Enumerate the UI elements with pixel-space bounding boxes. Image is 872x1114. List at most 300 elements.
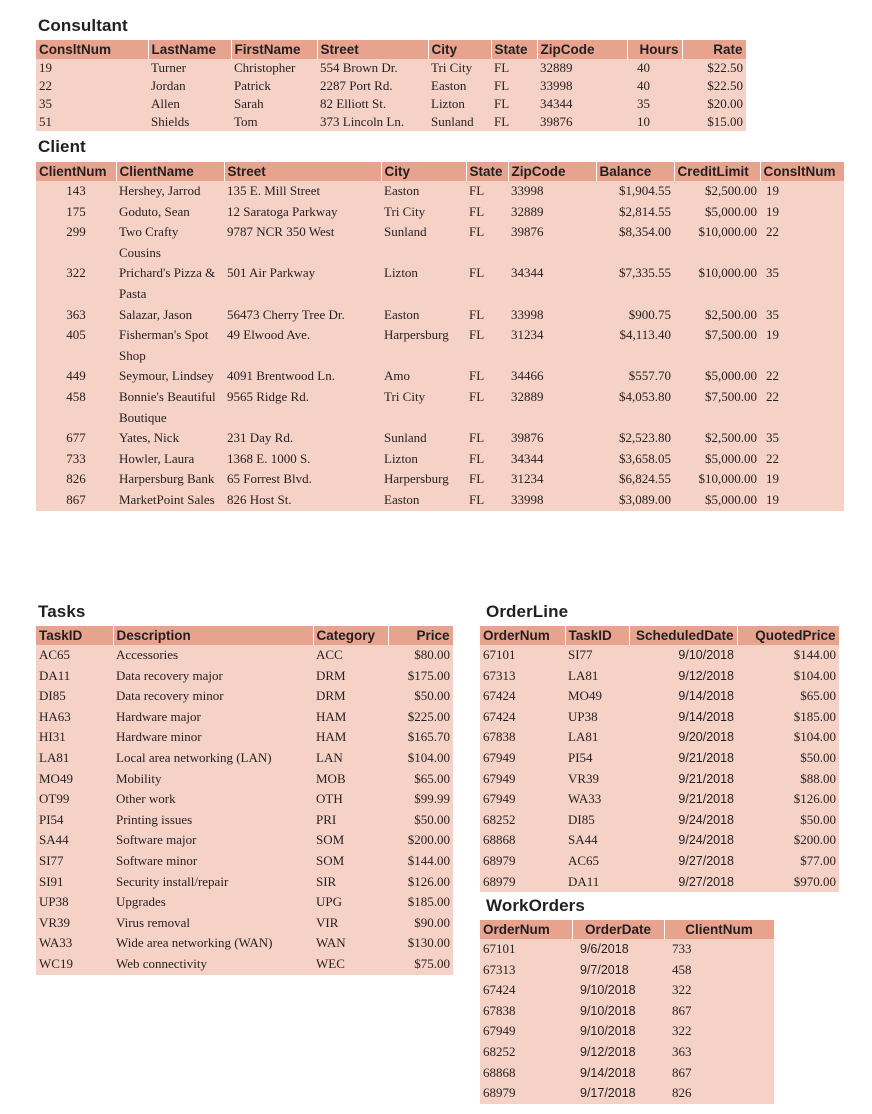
client-cell-clientname: Hershey, Jarrod — [116, 181, 224, 202]
client-cell-balance: $4,053.80 — [596, 387, 674, 428]
client-cell-consltnum: 35 — [760, 428, 844, 449]
client-header-clientname: ClientName — [116, 162, 224, 181]
client-cell-balance: $3,658.05 — [596, 449, 674, 470]
consultant-cell-street: 554 Brown Dr. — [317, 59, 428, 77]
tasks-table — [36, 626, 454, 975]
workorders-cell-clientnum: 322 — [664, 1021, 774, 1042]
workorders-cell-ordernum: 67838 — [480, 1001, 572, 1022]
consultant-cell-city: Tri City — [428, 59, 491, 77]
client-row — [36, 263, 844, 304]
orderline-header-ordernum: OrderNum — [480, 626, 565, 645]
tasks-cell-description: Software minor — [113, 851, 313, 872]
consultant-cell-zipcode: 34344 — [537, 95, 627, 113]
client-cell-creditlimit: $2,500.00 — [674, 305, 760, 326]
client-cell-creditlimit: $10,000.00 — [674, 263, 760, 304]
workorders-cell-clientnum: 733 — [664, 939, 774, 960]
orderline-cell-ordernum: 68252 — [480, 810, 565, 831]
orderline-cell-scheduleddate: 9/21/2018 — [629, 748, 737, 769]
client-cell-consltnum: 22 — [760, 387, 844, 428]
consultant-cell-lastname: Allen — [148, 95, 231, 113]
workorders-header-ordernum: OrderNum — [480, 920, 572, 939]
orderline-cell-scheduleddate: 9/27/2018 — [629, 872, 737, 893]
orderline-cell-quotedprice: $144.00 — [737, 645, 839, 666]
consultant-cell-consltnum: 22 — [36, 77, 148, 95]
consultant-cell-state: FL — [491, 95, 537, 113]
tasks-cell-category: WAN — [313, 933, 388, 954]
client-header-street: Street — [224, 162, 381, 181]
orderline-header-quotedprice: QuotedPrice — [737, 626, 839, 645]
client-cell-street: 4091 Brentwood Ln. — [224, 366, 381, 387]
client-cell-zipcode: 39876 — [508, 222, 596, 263]
client-row — [36, 449, 844, 470]
tasks-cell-description: Local area networking (LAN) — [113, 748, 313, 769]
client-cell-creditlimit: $2,500.00 — [674, 181, 760, 202]
tasks-cell-category: UPG — [313, 892, 388, 913]
client-cell-clientnum: 175 — [36, 202, 116, 223]
client-cell-consltnum: 22 — [760, 222, 844, 263]
tasks-row — [36, 789, 453, 810]
orderline-cell-taskid: AC65 — [565, 851, 629, 872]
tasks-cell-description: Software major — [113, 830, 313, 851]
consultant-row — [36, 59, 746, 77]
consultant-cell-zipcode: 39876 — [537, 113, 627, 131]
client-cell-creditlimit: $5,000.00 — [674, 202, 760, 223]
client-cell-city: Harpersburg — [381, 469, 466, 490]
tasks-cell-description: Data recovery minor — [113, 686, 313, 707]
orderline-cell-taskid: VR39 — [565, 769, 629, 790]
workorders-cell-ordernum: 67313 — [480, 960, 572, 981]
client-header-consltnum: ConsltNum — [760, 162, 844, 181]
workorders-row — [480, 960, 774, 981]
workorders-cell-orderdate: 9/10/2018 — [572, 980, 664, 1001]
client-cell-consltnum: 19 — [760, 490, 844, 511]
client-cell-balance: $900.75 — [596, 305, 674, 326]
client-cell-balance: $2,814.55 — [596, 202, 674, 223]
tasks-cell-description: Upgrades — [113, 892, 313, 913]
tasks-cell-taskid: SI77 — [36, 851, 113, 872]
client-row — [36, 305, 844, 326]
client-cell-consltnum: 35 — [760, 263, 844, 304]
orderline-cell-ordernum: 67838 — [480, 727, 565, 748]
client-cell-city: Lizton — [381, 449, 466, 470]
orderline-cell-taskid: UP38 — [565, 707, 629, 728]
client-cell-state: FL — [466, 490, 508, 511]
client-cell-state: FL — [466, 202, 508, 223]
client-cell-clientnum: 143 — [36, 181, 116, 202]
orderline-cell-quotedprice: $126.00 — [737, 789, 839, 810]
client-cell-clientname: Howler, Laura — [116, 449, 224, 470]
orderline-title: OrderLine — [486, 602, 569, 621]
client-cell-city: Lizton — [381, 263, 466, 304]
tasks-cell-category: SIR — [313, 872, 388, 893]
client-cell-zipcode: 34466 — [508, 366, 596, 387]
client-cell-state: FL — [466, 449, 508, 470]
orderline-cell-taskid: MO49 — [565, 686, 629, 707]
tasks-cell-category: ACC — [313, 645, 388, 666]
orderline-cell-quotedprice: $50.00 — [737, 810, 839, 831]
client-cell-creditlimit: $5,000.00 — [674, 449, 760, 470]
tasks-header-taskid: TaskID — [36, 626, 113, 645]
workorders-row — [480, 1063, 774, 1084]
consultant-header-state: State — [491, 40, 537, 59]
orderline-cell-ordernum: 67949 — [480, 789, 565, 810]
tasks-row — [36, 727, 453, 748]
client-cell-clientname: Yates, Nick — [116, 428, 224, 449]
tasks-cell-price: $130.00 — [388, 933, 453, 954]
workorders-cell-clientnum: 826 — [664, 1083, 774, 1104]
consultant-cell-rate: $15.00 — [682, 113, 746, 131]
workorders-cell-orderdate: 9/6/2018 — [572, 939, 664, 960]
client-table — [36, 162, 845, 511]
consultant-cell-hours: 40 — [627, 59, 682, 77]
tasks-cell-category: SOM — [313, 851, 388, 872]
tasks-cell-taskid: PI54 — [36, 810, 113, 831]
client-cell-zipcode: 33998 — [508, 305, 596, 326]
tasks-cell-taskid: SA44 — [36, 830, 113, 851]
client-cell-state: FL — [466, 263, 508, 304]
consultant-cell-state: FL — [491, 77, 537, 95]
consultant-cell-consltnum: 35 — [36, 95, 148, 113]
orderline-row — [480, 872, 839, 893]
client-cell-clientnum: 677 — [36, 428, 116, 449]
tasks-cell-taskid: VR39 — [36, 913, 113, 934]
tasks-cell-category: WEC — [313, 954, 388, 975]
client-row — [36, 469, 844, 490]
client-row — [36, 325, 844, 366]
consultant-cell-firstname: Christopher — [231, 59, 317, 77]
client-cell-balance: $557.70 — [596, 366, 674, 387]
workorders-row — [480, 1021, 774, 1042]
tasks-cell-price: $175.00 — [388, 666, 453, 687]
tasks-cell-price: $65.00 — [388, 769, 453, 790]
client-cell-street: 135 E. Mill Street — [224, 181, 381, 202]
client-cell-clientname: Bonnie's Beautiful Boutique — [116, 387, 224, 428]
workorders-row — [480, 939, 774, 960]
workorders-cell-clientnum: 322 — [664, 980, 774, 1001]
tasks-row — [36, 810, 453, 831]
workorders-header-orderdate: OrderDate — [572, 920, 664, 939]
client-cell-clientnum: 363 — [36, 305, 116, 326]
client-cell-state: FL — [466, 428, 508, 449]
client-cell-creditlimit: $5,000.00 — [674, 366, 760, 387]
orderline-cell-scheduleddate: 9/20/2018 — [629, 727, 737, 748]
client-cell-clientname: Harpersburg Bank — [116, 469, 224, 490]
orderline-cell-scheduleddate: 9/10/2018 — [629, 645, 737, 666]
consultant-cell-city: Lizton — [428, 95, 491, 113]
orderline-cell-scheduleddate: 9/14/2018 — [629, 707, 737, 728]
workorders-row — [480, 1001, 774, 1022]
client-cell-city: Easton — [381, 490, 466, 511]
client-cell-zipcode: 34344 — [508, 263, 596, 304]
client-row — [36, 428, 844, 449]
client-cell-balance: $2,523.80 — [596, 428, 674, 449]
orderline-table — [480, 626, 840, 892]
tasks-row — [36, 851, 453, 872]
workorders-header-clientnum: ClientNum — [664, 920, 774, 939]
workorders-cell-orderdate: 9/12/2018 — [572, 1042, 664, 1063]
tasks-cell-description: Hardware major — [113, 707, 313, 728]
workorders-cell-ordernum: 67424 — [480, 980, 572, 1001]
orderline-cell-taskid: PI54 — [565, 748, 629, 769]
tasks-row — [36, 666, 453, 687]
client-cell-clientnum: 458 — [36, 387, 116, 428]
client-row — [36, 181, 844, 202]
orderline-cell-taskid: SA44 — [565, 830, 629, 851]
consultant-cell-rate: $22.50 — [682, 77, 746, 95]
orderline-cell-quotedprice: $65.00 — [737, 686, 839, 707]
client-cell-clientname: Salazar, Jason — [116, 305, 224, 326]
consultant-cell-street: 82 Elliott St. — [317, 95, 428, 113]
client-cell-clientnum: 405 — [36, 325, 116, 366]
client-cell-clientname: Goduto, Sean — [116, 202, 224, 223]
tasks-cell-price: $75.00 — [388, 954, 453, 975]
client-cell-consltnum: 22 — [760, 366, 844, 387]
tasks-cell-category: OTH — [313, 789, 388, 810]
workorders-cell-orderdate: 9/17/2018 — [572, 1083, 664, 1104]
orderline-row — [480, 830, 839, 851]
client-cell-street: 9565 Ridge Rd. — [224, 387, 381, 428]
tasks-cell-taskid: SI91 — [36, 872, 113, 893]
client-cell-balance: $1,904.55 — [596, 181, 674, 202]
orderline-cell-quotedprice: $104.00 — [737, 666, 839, 687]
client-cell-zipcode: 33998 — [508, 181, 596, 202]
tasks-cell-price: $200.00 — [388, 830, 453, 851]
tasks-row — [36, 769, 453, 790]
client-cell-state: FL — [466, 305, 508, 326]
tasks-cell-price: $50.00 — [388, 810, 453, 831]
tasks-header-price: Price — [388, 626, 453, 645]
orderline-cell-scheduleddate: 9/12/2018 — [629, 666, 737, 687]
orderline-cell-scheduleddate: 9/14/2018 — [629, 686, 737, 707]
client-cell-consltnum: 22 — [760, 449, 844, 470]
consultant-cell-rate: $20.00 — [682, 95, 746, 113]
tasks-cell-category: HAM — [313, 727, 388, 748]
client-cell-street: 501 Air Parkway — [224, 263, 381, 304]
orderline-cell-quotedprice: $88.00 — [737, 769, 839, 790]
tasks-cell-category: SOM — [313, 830, 388, 851]
tasks-cell-category: PRI — [313, 810, 388, 831]
client-cell-city: Sunland — [381, 222, 466, 263]
tasks-row — [36, 686, 453, 707]
client-cell-zipcode: 32889 — [508, 202, 596, 223]
client-cell-street: 56473 Cherry Tree Dr. — [224, 305, 381, 326]
workorders-cell-clientnum: 363 — [664, 1042, 774, 1063]
tasks-row — [36, 748, 453, 769]
client-cell-state: FL — [466, 469, 508, 490]
workorders-cell-ordernum: 67101 — [480, 939, 572, 960]
consultant-header-lastname: LastName — [148, 40, 231, 59]
client-cell-state: FL — [466, 222, 508, 263]
orderline-row — [480, 789, 839, 810]
client-cell-consltnum: 19 — [760, 181, 844, 202]
consultant-cell-hours: 35 — [627, 95, 682, 113]
workorders-row — [480, 980, 774, 1001]
client-cell-clientnum: 322 — [36, 263, 116, 304]
tasks-row — [36, 954, 453, 975]
tasks-cell-category: DRM — [313, 666, 388, 687]
tasks-cell-taskid: WA33 — [36, 933, 113, 954]
tasks-cell-category: MOB — [313, 769, 388, 790]
tasks-row — [36, 830, 453, 851]
consultant-title: Consultant — [38, 16, 128, 35]
tasks-cell-description: Hardware minor — [113, 727, 313, 748]
workorders-table — [480, 920, 775, 1104]
client-cell-clientname: Two Crafty Cousins — [116, 222, 224, 263]
client-cell-street: 1368 E. 1000 S. — [224, 449, 381, 470]
workorders-cell-ordernum: 68252 — [480, 1042, 572, 1063]
client-cell-state: FL — [466, 366, 508, 387]
client-cell-zipcode: 39876 — [508, 428, 596, 449]
tasks-header-description: Description — [113, 626, 313, 645]
client-cell-clientname: MarketPoint Sales — [116, 490, 224, 511]
client-cell-creditlimit: $7,500.00 — [674, 325, 760, 366]
client-row — [36, 202, 844, 223]
orderline-cell-taskid: SI77 — [565, 645, 629, 666]
tasks-cell-taskid: WC19 — [36, 954, 113, 975]
orderline-row — [480, 707, 839, 728]
tasks-cell-category: VIR — [313, 913, 388, 934]
tasks-cell-price: $104.00 — [388, 748, 453, 769]
tasks-cell-taskid: HI31 — [36, 727, 113, 748]
tasks-cell-description: Mobility — [113, 769, 313, 790]
tasks-cell-price: $165.70 — [388, 727, 453, 748]
consultant-row — [36, 113, 746, 131]
orderline-row — [480, 645, 839, 666]
client-row — [36, 387, 844, 428]
workorders-cell-ordernum: 68979 — [480, 1083, 572, 1104]
client-cell-city: Amo — [381, 366, 466, 387]
tasks-cell-description: Virus removal — [113, 913, 313, 934]
orderline-cell-scheduleddate: 9/21/2018 — [629, 789, 737, 810]
client-cell-clientnum: 867 — [36, 490, 116, 511]
consultant-cell-lastname: Turner — [148, 59, 231, 77]
orderline-cell-taskid: LA81 — [565, 727, 629, 748]
client-cell-balance: $4,113.40 — [596, 325, 674, 366]
consultant-cell-hours: 10 — [627, 113, 682, 131]
tasks-row — [36, 933, 453, 954]
consultant-header-consltnum: ConsltNum — [36, 40, 148, 59]
tasks-cell-category: LAN — [313, 748, 388, 769]
client-cell-zipcode: 31234 — [508, 469, 596, 490]
orderline-cell-ordernum: 67424 — [480, 686, 565, 707]
workorders-title: WorkOrders — [486, 896, 585, 915]
orderline-cell-scheduleddate: 9/27/2018 — [629, 851, 737, 872]
tasks-cell-description: Other work — [113, 789, 313, 810]
tasks-cell-description: Web connectivity — [113, 954, 313, 975]
client-cell-street: 12 Saratoga Parkway — [224, 202, 381, 223]
orderline-cell-quotedprice: $50.00 — [737, 748, 839, 769]
tasks-cell-taskid: DI85 — [36, 686, 113, 707]
consultant-row — [36, 77, 746, 95]
client-cell-city: Tri City — [381, 387, 466, 428]
workorders-row — [480, 1042, 774, 1063]
orderline-cell-ordernum: 67424 — [480, 707, 565, 728]
tasks-header-category: Category — [313, 626, 388, 645]
orderline-cell-quotedprice: $104.00 — [737, 727, 839, 748]
client-cell-clientnum: 733 — [36, 449, 116, 470]
orderline-cell-quotedprice: $185.00 — [737, 707, 839, 728]
client-cell-street: 65 Forrest Blvd. — [224, 469, 381, 490]
client-cell-consltnum: 19 — [760, 202, 844, 223]
client-cell-clientnum: 449 — [36, 366, 116, 387]
client-cell-city: Tri City — [381, 202, 466, 223]
tasks-row — [36, 707, 453, 728]
consultant-cell-firstname: Sarah — [231, 95, 317, 113]
client-cell-balance: $8,354.00 — [596, 222, 674, 263]
consultant-header-hours: Hours — [627, 40, 682, 59]
consultant-cell-firstname: Patrick — [231, 77, 317, 95]
tasks-cell-taskid: AC65 — [36, 645, 113, 666]
consultant-cell-city: Sunland — [428, 113, 491, 131]
orderline-row — [480, 686, 839, 707]
client-header-zipcode: ZipCode — [508, 162, 596, 181]
tasks-cell-price: $90.00 — [388, 913, 453, 934]
client-header-clientnum: ClientNum — [36, 162, 116, 181]
orderline-cell-scheduleddate: 9/24/2018 — [629, 810, 737, 831]
client-cell-creditlimit: $7,500.00 — [674, 387, 760, 428]
consultant-cell-consltnum: 19 — [36, 59, 148, 77]
orderline-cell-taskid: DA11 — [565, 872, 629, 893]
client-cell-clientname: Fisherman's Spot Shop — [116, 325, 224, 366]
client-cell-creditlimit: $10,000.00 — [674, 469, 760, 490]
client-row — [36, 366, 844, 387]
orderline-row — [480, 769, 839, 790]
client-cell-zipcode: 31234 — [508, 325, 596, 366]
consultant-cell-lastname: Jordan — [148, 77, 231, 95]
consultant-header-street: Street — [317, 40, 428, 59]
orderline-cell-ordernum: 68868 — [480, 830, 565, 851]
consultant-cell-lastname: Shields — [148, 113, 231, 131]
orderline-row — [480, 748, 839, 769]
orderline-row — [480, 666, 839, 687]
tasks-cell-price: $126.00 — [388, 872, 453, 893]
tasks-cell-price: $50.00 — [388, 686, 453, 707]
orderline-cell-ordernum: 67101 — [480, 645, 565, 666]
consultant-cell-street: 2287 Port Rd. — [317, 77, 428, 95]
tasks-cell-taskid: OT99 — [36, 789, 113, 810]
orderline-cell-taskid: WA33 — [565, 789, 629, 810]
orderline-cell-ordernum: 67949 — [480, 769, 565, 790]
tasks-cell-taskid: DA11 — [36, 666, 113, 687]
consultant-cell-city: Easton — [428, 77, 491, 95]
client-cell-balance: $7,335.55 — [596, 263, 674, 304]
client-cell-consltnum: 19 — [760, 469, 844, 490]
orderline-cell-ordernum: 68979 — [480, 851, 565, 872]
client-cell-zipcode: 33998 — [508, 490, 596, 511]
client-cell-creditlimit: $10,000.00 — [674, 222, 760, 263]
orderline-row — [480, 727, 839, 748]
consultant-cell-street: 373 Lincoln Ln. — [317, 113, 428, 131]
client-cell-zipcode: 34344 — [508, 449, 596, 470]
consultant-cell-state: FL — [491, 113, 537, 131]
client-header-balance: Balance — [596, 162, 674, 181]
workorders-cell-orderdate: 9/10/2018 — [572, 1001, 664, 1022]
tasks-cell-description: Printing issues — [113, 810, 313, 831]
tasks-cell-price: $225.00 — [388, 707, 453, 728]
orderline-row — [480, 851, 839, 872]
consultant-row — [36, 95, 746, 113]
client-cell-creditlimit: $5,000.00 — [674, 490, 760, 511]
consultant-table — [36, 40, 747, 131]
tasks-cell-taskid: LA81 — [36, 748, 113, 769]
tasks-cell-description: Accessories — [113, 645, 313, 666]
tasks-cell-category: DRM — [313, 686, 388, 707]
workorders-cell-orderdate: 9/10/2018 — [572, 1021, 664, 1042]
consultant-header-rate: Rate — [682, 40, 746, 59]
client-cell-city: Harpersburg — [381, 325, 466, 366]
tasks-row — [36, 913, 453, 934]
client-cell-city: Sunland — [381, 428, 466, 449]
